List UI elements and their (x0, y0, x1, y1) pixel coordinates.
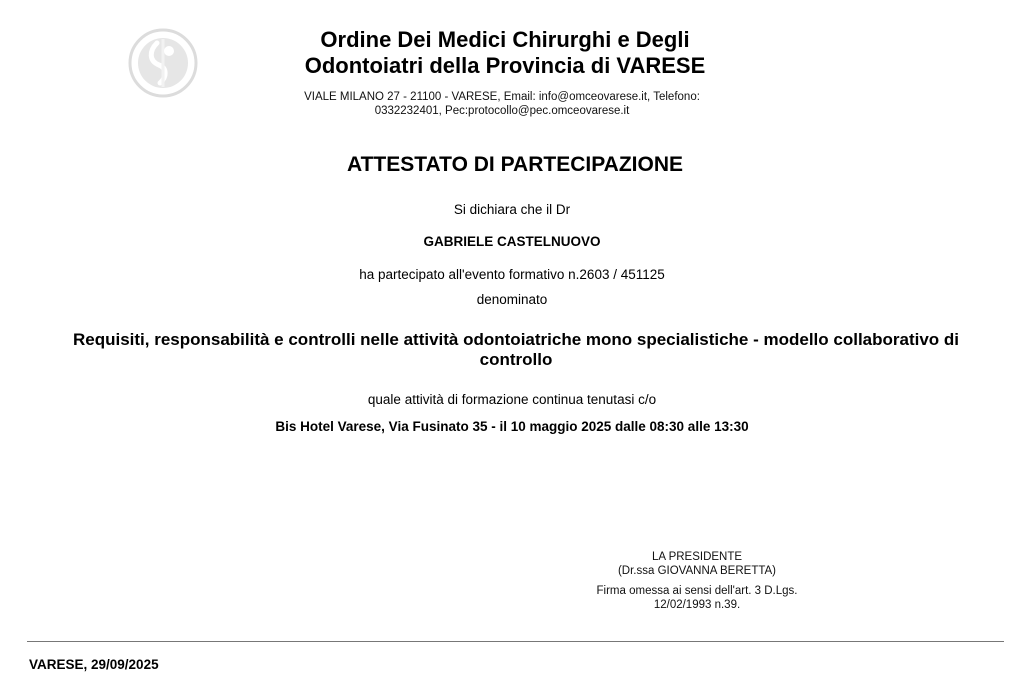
signature-note-line2: 12/02/1993 n.39. (653, 598, 741, 611)
signature-note-line1: Firma omessa ai sensi dell'art. 3 D.Lgs. (596, 585, 798, 597)
declaration-text: Si dichiara che il Dr (453, 202, 571, 217)
venue-and-date: Bis Hotel Varese, Via Fusinato 35 - il 10 maggio 2025 dalle 08:30 alle 13:30 (275, 419, 749, 434)
named-text: denominato (476, 292, 548, 307)
event-title: Requisiti, responsabilità e controlli nelle attività odontoiatriche mono specialistiche - modello collaborativo di controllo (72, 330, 960, 369)
organization-name-line2: Odontoiatri della Provincia di VARESE (304, 53, 706, 78)
organization-name-line1: Ordine Dei Medici Chirurghi e Degli (320, 27, 690, 52)
certificate-title: ATTESTATO DI PARTECIPAZIONE (347, 153, 683, 176)
footer-place-date: VARESE, 29/09/2025 (29, 657, 159, 672)
signature-block (552, 551, 842, 612)
signature-role: LA PRESIDENTE (651, 551, 743, 563)
participation-text: ha partecipato all'evento formativo n.2603 / 451125 (359, 267, 665, 282)
organization-address (262, 90, 742, 118)
address-line2: 0332232401, Pec:protocollo@pec.omceovarese.it (374, 105, 630, 117)
organization-name (250, 27, 760, 79)
footer-divider (27, 641, 1004, 642)
participant-name: GABRIELE CASTELNUOVO (423, 234, 601, 249)
aesculapius-seal-icon (127, 27, 199, 99)
address-line1: VIALE MILANO 27 - 21100 - VARESE, Email: info@omceovarese.it, Telefono: (304, 91, 700, 103)
signature-name: (Dr.ssa GIOVANNA BERETTA) (617, 564, 777, 577)
training-text: quale attività di formazione continua tenutasi c/o (367, 392, 657, 407)
